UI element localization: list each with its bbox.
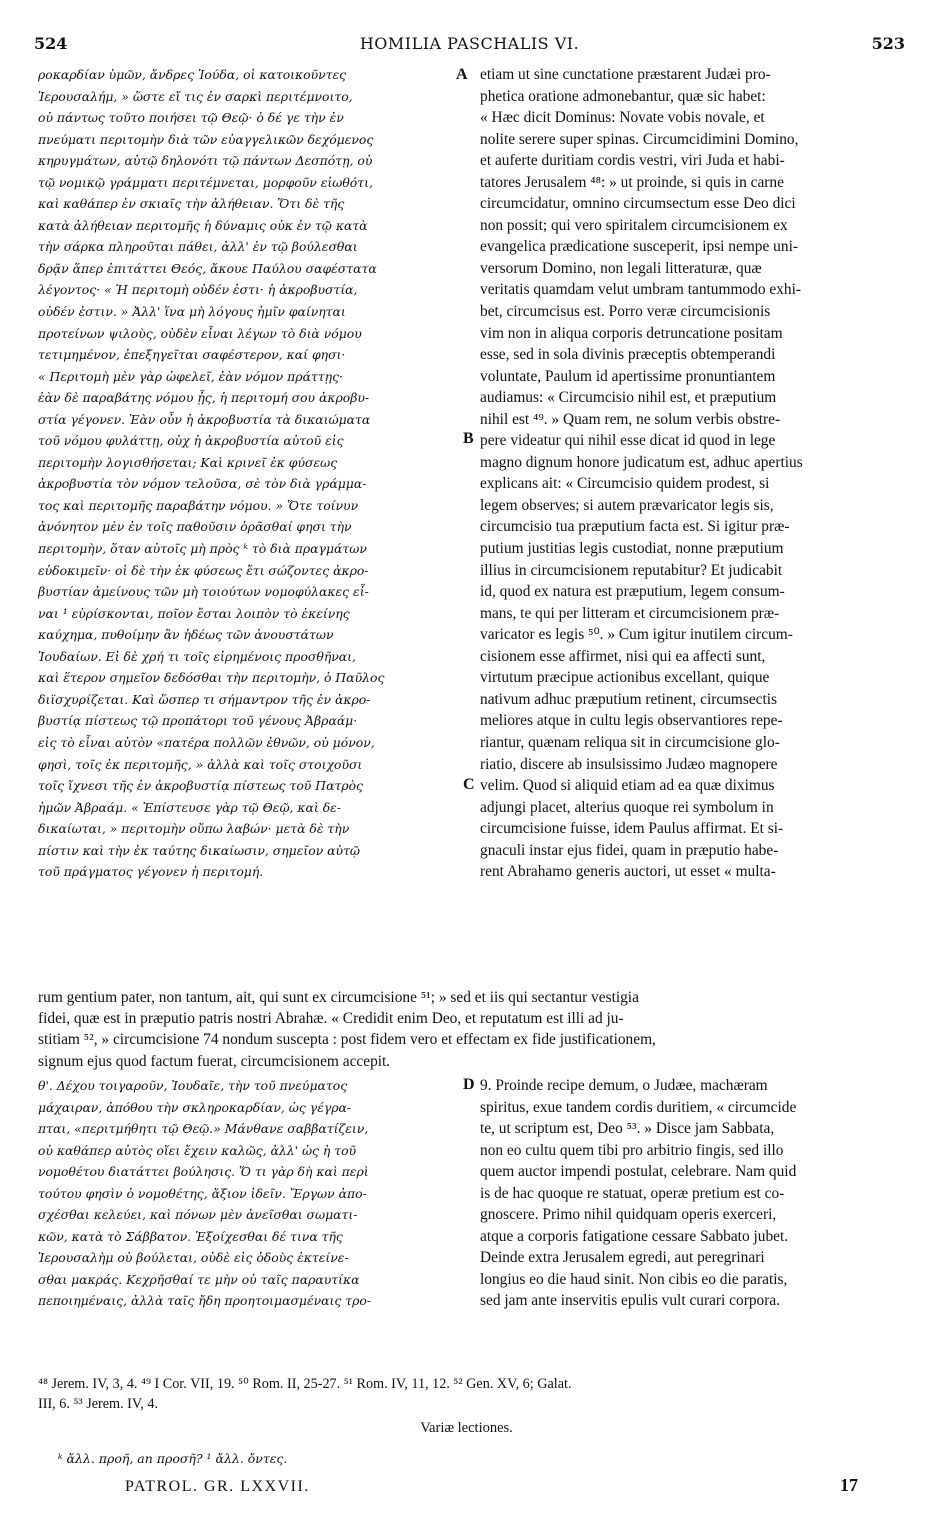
greek-line: σχέσθαι κελεύει, καὶ πόνων μὲν ἀνεῖσθαι σωματι- [38, 1207, 358, 1223]
latin-line: tatores Jerusalem ⁴⁸: » ut proinde, si quis in carne [480, 173, 784, 191]
latin-line: non possit; qui vero spiritalem circumcisionem ex [480, 216, 788, 234]
greek-line: μάχαιραν, ἀπόθου τὴν σκληροκαρδίαν, ὡς γέγρα- [38, 1099, 352, 1115]
full-width-line: signum ejus quod factum fuerat, circumcisionem accepit. [38, 1052, 391, 1070]
latin-line: putium justitias legis custodiat, nonne præputium [480, 540, 784, 558]
greek-line: ἀκροβυστία τὸν νόμον τελοῦσα, σὲ τὸν διὰ γράμμα- [38, 476, 367, 492]
greek-line: Ἱερουσαλὴμ οὐ βούλεται, οὐδὲ εἰς ὁδοὺς ἐκτείνε- [38, 1250, 349, 1266]
latin-line: illius in circumcisionem reputabitur? Et judicabit [480, 561, 783, 579]
page-number-right: 523 [871, 34, 905, 53]
greek-line: περιτομὴν, ὅταν αὐτοῖς μὴ πρὸς ᵏ τὸ διὰ πραγμάτων [38, 541, 367, 557]
latin-line: et auferte duritiam cordis vestri, viri Juda et habi- [480, 152, 785, 170]
latin-line: te, ut scriptum est, Deo ⁵³. » Disce jam Sabbata, [480, 1120, 775, 1138]
greek-line: διϊσχυρίζεται. Καὶ ὥσπερ τι σήμαντρον τῆς ἐν ἀκρο- [38, 691, 371, 707]
latin-line: velim. Quod si aliquid etiam ad ea quæ diximus [480, 777, 775, 795]
gathering-signature: 17 [840, 1475, 858, 1495]
greek-line: καύχημα, πυθοίμην ἂν ἡδέως τῶν ἀνουστάτων [38, 627, 334, 643]
greek-line: Ἰουδαίων. Εἰ δὲ χρή τι τοῖς εἰρημένοις προσθῆναι, [38, 648, 356, 664]
latin-line: nolite serere super spinas. Circumcidimini Domino, [480, 130, 799, 148]
page-number-left: 524 [34, 34, 68, 53]
greek-line: λέγοντος· « Ἡ περιτομὴ οὐδέν ἐστι· ἡ ἀκροβυστία, [38, 282, 358, 298]
latin-line: nihil est ⁴⁹. » Quam rem, ne solum verbis obstre- [480, 410, 781, 428]
greek-line: κατὰ ἀλήθειαν περιτομῆς ἡ δύναμις οὐκ ἐν τῷ κατὰ [38, 217, 368, 233]
latin-line: cisionem esse affirmet, nisi qui ea affecti sunt, [480, 647, 766, 665]
latin-line: Deinde extra Jerusalem egredi, aut peregrinari [480, 1249, 765, 1267]
latin-line: circumcisio tua præputium facta est. Si igitur præ- [480, 518, 790, 536]
full-width-line: rum gentium pater, non tantum, ait, qui sunt ex circumcisione ⁵¹; » sed et iis qui sectantur vestigia [38, 989, 639, 1006]
footnote-line: ⁴⁸ Jerem. IV, 3, 4. ⁴⁹ I Cor. VII, 19. ⁵⁰ Rom. II, 25-27. ⁵¹ Rom. IV, 11, 12. ⁵² Gen. XV, 6; Galat. [38, 1376, 572, 1392]
latin-line: atque a corporis fatigatione cessare Sabbato jubet. [480, 1227, 789, 1245]
latin-line: riantur, quænam reliqua sit in circumcisione glo- [480, 733, 780, 751]
latin-line: bet, circumcisus est. Porro veræ circumcisionis [480, 303, 771, 321]
greek-line: πίστιν καὶ τὴν ἐκ ταύτης δικαίωσιν, σημεῖον αὐτῷ [38, 842, 361, 858]
section-marker-d: D [463, 1076, 475, 1093]
greek-line: τὴν σάρκα πληροῦται πάθει, ἀλλ' ἐν τῷ βούλεσθαι [38, 239, 358, 255]
latin-line: « Hæc dicit Dominus: Novate vobis novale, et [480, 109, 765, 127]
latin-line: gnoscere. Primo nihil quidquam operis exerceri, [480, 1206, 777, 1224]
full-width-latin [38, 987, 898, 1072]
latin-line: circumcisione fuisse, idem Paulus affirmat. Et si- [480, 820, 784, 838]
section-marker-c: C [463, 776, 475, 793]
latin-line: mans, te qui per litteram et circumcisionem præ- [480, 604, 780, 622]
greek-line: δικαίωται, » περιτομὴν οὔπω λαβών· μετὰ δὲ τὴν [38, 821, 350, 837]
greek-line: « Περιτομὴ μὲν γὰρ ὠφελεῖ, ἐὰν νόμον πράττῃς· [38, 368, 343, 384]
latin-line: virtutum præcipue actionibus excellant, quique [480, 669, 770, 687]
latin-line: quem auctor impendi postulat, celebrare. Nam quid [480, 1163, 797, 1181]
greek-line: Ἱερουσαλήμ, » ὥστε εἴ τις ἐν σαρκὶ περιτέμνοιτο, [38, 88, 353, 104]
full-width-line: fidei, quæ est in præputio patris nostri Abrahæ. « Credidit enim Deo, et reputatum est illi ad ju- [38, 1010, 624, 1028]
greek-line: πται, «περιτμήθητι τῷ Θεῷ.» Μάνθανε σαββατίζειν, [38, 1121, 369, 1137]
greek-line: φησὶ, τοῖς ἐκ περιτομῆς, » ἀλλὰ καὶ τοῖς στοιχοῦσι [38, 756, 363, 772]
latin-line: 9. Proinde recipe demum, o Judæe, machæram [480, 1077, 768, 1094]
greek-line: τος καὶ περιτομῆς παραβάτην νόμου. » Ὅτε τοίνυν [38, 497, 359, 513]
greek-line: τῷ νομικῷ γράμματι περιτέμνεται, μορφοῦν εἰωθότι, [38, 174, 373, 190]
greek-line: νομοθέτου διατάττει βούλησις. Ὅ τι γὰρ δὴ καὶ περὶ [38, 1164, 369, 1180]
latin-line: rent Abrahamo generis auctori, ut esset « multa- [480, 863, 776, 881]
section-marker-b: B [463, 430, 474, 447]
greek-line: εὐδοκιμεῖν· οἱ δὲ τὴν ἐκ φύσεως ἔτι σώζοντες ἀκρο- [38, 562, 369, 578]
latin-line: legem observes; si autem prævaricator legis sis, [480, 496, 774, 514]
latin-line: evangelica prædicatione susceperit, ipsi nempe uni- [480, 238, 798, 256]
greek-line: τοῦ πράγματος γέγονεν ἡ περιτομή. [38, 864, 264, 880]
greek-line: πεποιημέναις, ἀλλὰ ταῖς ἤδη προητοιμασμέναις τρο- [38, 1293, 372, 1309]
greek-line: κηρυγμάτων, αὐτῷ δηλονότι τῷ πάντων Δεσπότῃ, οὐ [38, 153, 373, 169]
greek-line: καὶ ἕτερον σημεῖον δεδόσθαι τὴν περιτομὴν, ὁ Παῦλος [38, 670, 385, 686]
latin-line: varicator es legis ⁵⁰. » Cum igitur inutilem circum- [480, 626, 793, 644]
greek-line: περιτομὴν λογισθήσεται; Καὶ κρινεῖ ἐκ φύσεως [38, 454, 338, 470]
greek-line: τετιμημένον, ἐπεξηγεῖται σαφέστερον, καί φησι· [38, 347, 346, 363]
latin-line: meliores atque in cultu legis observantiores repe- [480, 712, 783, 730]
latin-line: pere videatur qui nihil esse dicat id quod in lege [480, 432, 776, 450]
greek-line: θ'. Δέχου τοιγαροῦν, Ἰουδαῖε, τὴν τοῦ πνεύματος [38, 1078, 348, 1093]
latin-line: gnaculi instar ejus fidei, quam in præputio habe- [480, 841, 779, 859]
running-title: HOMILIA PASCHALIS VI. [359, 34, 580, 53]
greek-line: ἡμῶν Ἀβραάμ. « Ἐπίστευσε γὰρ τῷ Θεῷ, καὶ δε- [38, 799, 342, 815]
greek-line: ἐὰν δὲ παραβάτης νόμου ᾖς, ἡ περιτομή σου ἀκροβυ- [38, 390, 370, 406]
greek-line: ναι ¹ εὑρίσκονται, ποῖον ἔσται λοιπὸν τὸ ἐκείνης [38, 605, 350, 621]
greek-column [38, 64, 460, 883]
latin-line: vim non in aliqua corporis detruncatione positam [480, 324, 783, 342]
latin-line: phetica oratione admonebantur, quæ sic habet: [480, 87, 766, 105]
greek-line: οὐ πάντως τοῦτο ποιήσει τῷ Θεῷ· ὁ δέ γε τὴν ἐν [38, 110, 344, 126]
latin-line: audiamus: « Circumcisio nihil est, et præputium [480, 389, 777, 407]
greek-line: δρᾷν ἅπερ ἐπιτάττει Θεός, ἄκουε Παύλου σαφέστατα [38, 260, 377, 276]
greek-line: βυστίᾳ πίστεως τῷ προπάτορι τοῦ γένους Ἀβραάμ· [38, 713, 358, 729]
latin-line: circumcidatur, omnino circumsectum esse Deo dici [480, 195, 796, 213]
latin-line: is de hac quoque re statuat, operæ pretium est co- [480, 1184, 785, 1202]
greek-line: τούτου φησὶν ὁ νομοθέτης, ἄξιον ἰδεῖν. Ἔργων ἀπο- [38, 1185, 367, 1201]
latin-line: voluntate, Paulum id apertissime pronuntiantem [480, 367, 776, 385]
running-header [34, 34, 905, 56]
greek-line: κῶν, κατὰ τὸ Σάββατον. Ἐξοίχεσθαι δέ τινα τῆς [38, 1228, 343, 1244]
greek-line: πνεύματι περιτομὴν διὰ τῶν εὐαγγελικῶν δεχόμενος [38, 131, 374, 147]
section-marker-a: A [456, 66, 468, 83]
greek-line: σθαι μακράς. Κεχρῆσθαί τε μὴν οὐ ταῖς παραυτίκα [38, 1271, 360, 1287]
greek-line: καὶ καθάπερ ἐν σκιαῖς τὴν ἀλήθειαν. Ὅτι δὲ τῆς [38, 196, 345, 212]
collection-signature: PATROL. GR. LXXVII. [125, 1478, 310, 1495]
latin-line: riatio, discere ab insulsissimo Judæo magnopere [480, 755, 778, 773]
greek-line: τοῖς ἴχνεσι τῆς ἐν ἀκροβυστίᾳ πίστεως τοῦ Πατρὸς [38, 778, 363, 794]
latin-line: nativum adhuc præputium retinent, circumsectis [480, 690, 778, 708]
variae-lectiones-heading: Variæ lectiones. [420, 1420, 513, 1436]
greek-column-2 [38, 1075, 460, 1312]
greek-line: οὐδέν ἐστιν. » Ἀλλ' ἵνα μὴ λόγους ἡμῖν φαίνηται [38, 304, 346, 320]
greek-line: προτείνων ψιλοὺς, οὐδὲν εἶναι λέγων τὸ διὰ νόμου [38, 325, 362, 341]
full-width-line: stitiam ⁵², » circumcisione 74 nondum suscepta : post fidem vero et effectam ex fide justificationem, [38, 1031, 656, 1049]
latin-column [480, 64, 893, 883]
greek-line: ἀνόνητον μὲν ἐν τοῖς παθοῦσιν ὁρᾶσθαί φησι τὴν [38, 519, 352, 535]
latin-line: longius eo die haud sinit. Non cibis eo die paratis, [480, 1270, 788, 1288]
latin-line: adjungi placet, alterius quoque rei symbolum in [480, 798, 774, 816]
footnote-line: III, 6. ⁵³ Jerem. IV, 4. [38, 1396, 159, 1412]
latin-line: id, quod ex natura est præputium, legem consum- [480, 583, 785, 601]
latin-line: sed jam ante inservitis epulis vult curari corpora. [480, 1292, 781, 1310]
variae-lectiones-line: ᵏ ἄλλ. προῆ, an προσῆ? ¹ ἄλλ. ὄντες. [58, 1451, 288, 1466]
latin-line: veritatis quamdam velut umbram tantummodo exhi- [480, 281, 801, 299]
greek-line: τοῦ νόμου φυλάττῃ, οὐχ ἡ ἀκροβυστία αὐτοῦ εἰς [38, 433, 344, 449]
latin-line: non eo cultu quem tibi pro arbitrio fingis, sed illo [480, 1141, 784, 1159]
latin-line: explicans ait: « Circumcisio quidem prodest, si [480, 475, 770, 493]
greek-line: οὐ καθάπερ αὐτὸς οἴει ἔχειν καλῶς, ἀλλ' ὡς ἡ τοῦ [38, 1142, 357, 1158]
latin-line: magno dignum honore judicatum est, adhuc apertius [480, 453, 803, 471]
greek-line: εἰς τὸ εἶναι αὐτὸν «πατέρα πολλῶν ἐθνῶν, οὐ μόνον, [38, 734, 375, 750]
greek-line: στία γέγονεν. Ἐὰν οὖν ἡ ἀκροβυστία τὰ δικαιώματα [38, 411, 371, 427]
latin-line: versorum Domino, non legali litteraturæ, quæ [480, 259, 762, 277]
latin-line: spiritus, exue tandem cordis duritiem, « circumcide [480, 1098, 797, 1116]
latin-line: esse, sed in sola divinis præceptis obtemperandi [480, 346, 776, 364]
footnotes [38, 1374, 898, 1414]
latin-line: etiam ut sine cunctatione præstarent Judæi pro- [480, 66, 771, 83]
greek-line: ροκαρδίαν ὑμῶν, ἄνδρες Ἰούδα, οἱ κατοικοῦντες [38, 67, 347, 82]
greek-line: βυστίαν ἀμείνους τῶν μὴ τοιούτων νομοφύλακες εἶ- [38, 584, 369, 600]
latin-column-2 [480, 1075, 893, 1312]
